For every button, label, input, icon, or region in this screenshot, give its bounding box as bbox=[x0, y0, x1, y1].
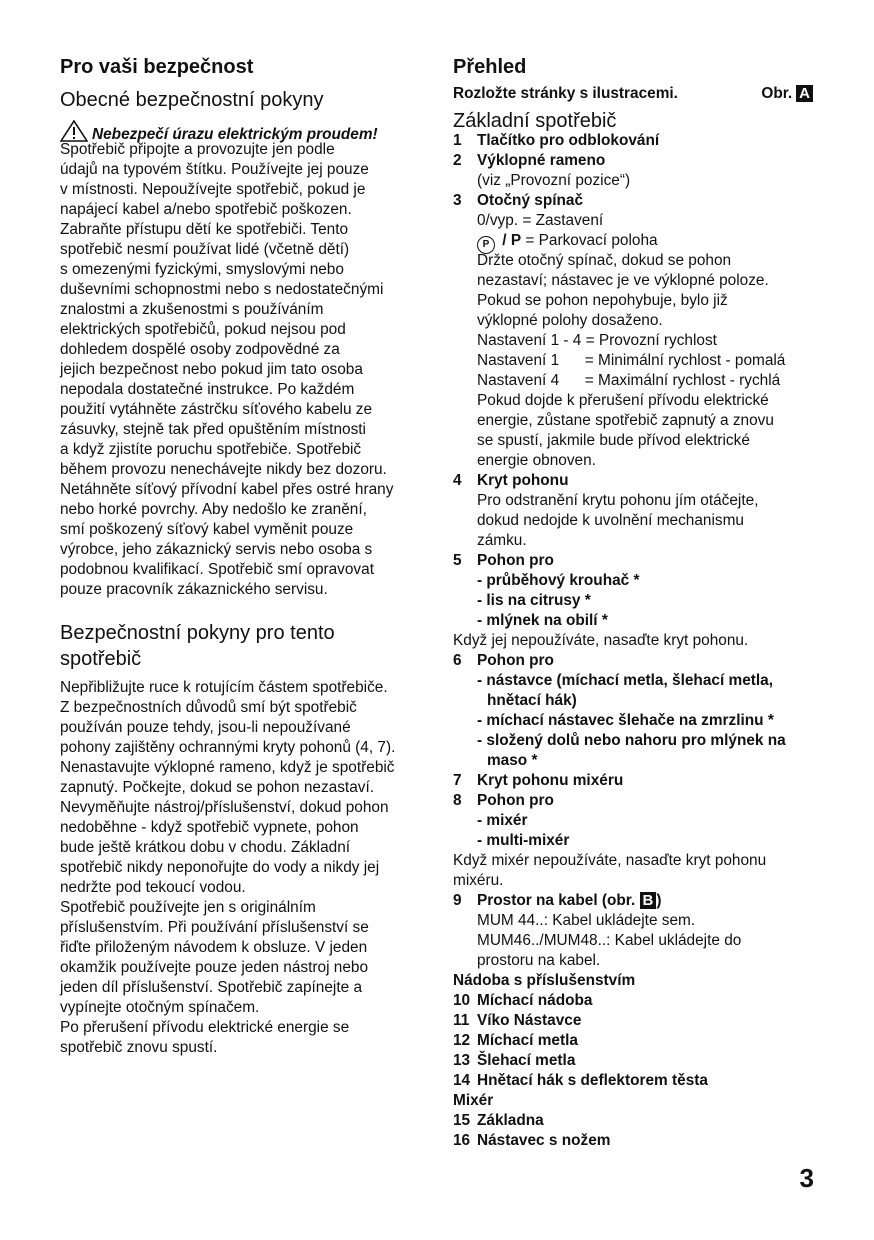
text-line: jeden díl příslušenství. Spotřebič zapínejte a bbox=[60, 979, 363, 996]
unfold-note bbox=[453, 84, 823, 104]
item-text: Otočný spínač bbox=[477, 192, 584, 209]
general-safety-text bbox=[60, 140, 440, 600]
appliance-safety-title bbox=[60, 620, 440, 672]
item-text-after: ) bbox=[656, 892, 662, 909]
text-line: nepodala dostatečné instrukce. Po každém bbox=[60, 381, 355, 398]
text-line: pouze pracovník zákaznického servisu. bbox=[60, 581, 328, 598]
list-line bbox=[453, 391, 823, 411]
item-text: Tlačítko pro odblokování bbox=[477, 132, 660, 149]
unfold-text: Rozložte stránky s ilustracemi. bbox=[453, 85, 678, 102]
figure-ref bbox=[761, 84, 813, 104]
item-number: 14 bbox=[453, 1072, 471, 1089]
item-text: Když jej nepoužíváte, nasaďte kryt pohonu. bbox=[453, 632, 749, 649]
figure-badge-a: A bbox=[796, 85, 813, 102]
figure-label: Obr. bbox=[761, 85, 793, 102]
list-line bbox=[453, 531, 823, 551]
overview-title: Přehled bbox=[453, 56, 527, 78]
item-number: 16 bbox=[453, 1132, 471, 1149]
text-line: Spotřebič připojte a provozujte jen podle bbox=[60, 141, 335, 158]
warning-icon bbox=[60, 120, 88, 142]
item-text: Když mixér nepoužíváte, nasaďte kryt pohonu bbox=[453, 852, 767, 869]
item-text: hnětací hák) bbox=[487, 692, 577, 709]
item-number: 5 bbox=[453, 552, 462, 569]
list-line bbox=[453, 451, 823, 471]
left-column bbox=[60, 54, 440, 1058]
item-text: Pokud dojde k přerušení přívodu elektrické bbox=[477, 392, 769, 409]
text-line: elektrických spotřebičů, pokud nejsou pod bbox=[60, 321, 346, 338]
list-line bbox=[453, 351, 823, 371]
item-text: energie, zůstane spotřebič zapnutý a znovu bbox=[477, 412, 774, 429]
text-line: během provozu nenechávejte nikdy bez dozoru. bbox=[60, 461, 387, 478]
text-line: znalostmi a zkušenostmi s používáním bbox=[60, 301, 324, 318]
list-line bbox=[453, 431, 823, 451]
list-item bbox=[453, 551, 823, 571]
text-line: Po přerušení přívodu elektrické energie se bbox=[60, 1019, 350, 1036]
item-text: Pohon pro bbox=[477, 552, 554, 569]
item-number: 9 bbox=[453, 892, 462, 909]
text-line: smí poškozený síťový kabel vyměnit pouze bbox=[60, 521, 354, 538]
item-number: 8 bbox=[453, 792, 462, 809]
text-line: spotřebič nesmí používat lidé (včetně dětí) bbox=[60, 241, 350, 258]
warning-line bbox=[60, 120, 440, 143]
list-item bbox=[453, 471, 823, 491]
list-item bbox=[453, 891, 823, 911]
item-text: maso * bbox=[487, 752, 538, 769]
warning-text: Nebezpečí úrazu elektrickým proudem! bbox=[92, 126, 378, 143]
item-number: 13 bbox=[453, 1052, 471, 1069]
subtitle-line: Bezpečnostní pokyny pro tento bbox=[60, 622, 335, 644]
text-line: okamžik používejte pouze jeden nástroj nebo bbox=[60, 959, 369, 976]
item-text: Pokud se pohon nepohybuje, bylo již bbox=[477, 292, 728, 309]
item-text: zámku. bbox=[477, 532, 527, 549]
item-text: energie obnoven. bbox=[477, 452, 596, 469]
list-line bbox=[453, 691, 823, 711]
text-line: v místnosti. Nepoužívejte spotřebič, pokud je bbox=[60, 181, 366, 198]
list-line bbox=[453, 311, 823, 331]
item-text: - mlýnek na obilí * bbox=[477, 612, 608, 629]
list-item bbox=[453, 991, 823, 1011]
section-subtitle: Obecné bezpečnostní pokyny bbox=[60, 89, 324, 111]
text-line: jejich bezpečnost nebo pokud jim tato osoba bbox=[60, 361, 363, 378]
text-line: nedoběhne - když spotřebič vypnete, pohon bbox=[60, 819, 359, 836]
list-item bbox=[453, 1031, 823, 1051]
list-item bbox=[453, 791, 823, 811]
item-text: - lis na citrusy * bbox=[477, 592, 591, 609]
list-line bbox=[453, 251, 823, 271]
text-line: s omezenými fyzickými, smyslovými nebo bbox=[60, 261, 344, 278]
park-symbol: / P bbox=[498, 232, 522, 249]
list-item bbox=[453, 651, 823, 671]
appliance-safety-text bbox=[60, 678, 440, 1058]
list-item bbox=[453, 151, 823, 171]
list-line bbox=[453, 211, 823, 231]
text-line: příslušenstvím. Při používání příslušenství se bbox=[60, 919, 369, 936]
park-text: = Parkovací poloha bbox=[521, 232, 658, 249]
text-line: zásuvky, stejně tak před opuštěním místnosti bbox=[60, 421, 366, 438]
list-line bbox=[453, 271, 823, 291]
list-line bbox=[453, 331, 823, 351]
item-number: 1 bbox=[453, 132, 462, 149]
text-line: Netáhněte síťový přívodní kabel přes ostré hrany bbox=[60, 481, 394, 498]
item-number: 7 bbox=[453, 772, 462, 789]
list-item bbox=[453, 1131, 823, 1151]
item-text: - průběhový krouhač * bbox=[477, 572, 640, 589]
list-line bbox=[453, 611, 823, 631]
item-text: Šlehací metla bbox=[477, 1052, 576, 1069]
item-text: Nastavení 1 - 4 = Provozní rychlost bbox=[477, 332, 717, 349]
list-line bbox=[453, 291, 823, 311]
item-text: MUM 44..: Kabel ukládejte sem. bbox=[477, 912, 696, 929]
item-text: - míchací nástavec šlehače na zmrzlinu * bbox=[477, 712, 774, 729]
item-number: 2 bbox=[453, 152, 462, 169]
item-text: Nastavení 4 = Maximální rychlost - rychlá bbox=[477, 372, 781, 389]
item-text: - nástavce (míchací metla, šlehací metla, bbox=[477, 672, 773, 689]
item-text: výklopné polohy dosaženo. bbox=[477, 312, 663, 329]
list-item bbox=[453, 1111, 823, 1131]
list-line bbox=[453, 851, 823, 871]
list-line bbox=[453, 411, 823, 431]
parts-list bbox=[453, 131, 823, 1151]
item-text: Kryt pohonu bbox=[477, 472, 569, 489]
item-text: Nastavení 1 = Minimální rychlost - pomalá bbox=[477, 352, 786, 369]
list-line bbox=[453, 751, 823, 771]
item-number: 4 bbox=[453, 472, 462, 489]
item-text: Nádoba s příslušenstvím bbox=[453, 972, 636, 989]
item-text: - mixér bbox=[477, 812, 528, 829]
item-text: prostoru na kabel. bbox=[477, 952, 601, 969]
list-item bbox=[453, 1071, 823, 1091]
text-line: a když zjistíte poruchu spotřebiče. Spotřebič bbox=[60, 441, 362, 458]
item-text: mixéru. bbox=[453, 872, 504, 889]
text-line: Z bezpečnostních důvodů smí být spotřebič bbox=[60, 699, 357, 716]
item-number: 3 bbox=[453, 192, 462, 209]
text-line: pohony zajištěny ochrannými kryty pohonů (4, 7). bbox=[60, 739, 396, 756]
list-line bbox=[453, 491, 823, 511]
text-line: dohledem dospělé osoby zodpovědné za bbox=[60, 341, 340, 358]
item-text: (viz „Provozní pozice“) bbox=[477, 172, 631, 189]
text-line: napájecí kabel a/nebo spotřebič poškozen. bbox=[60, 201, 352, 218]
item-text: Víko Nástavce bbox=[477, 1012, 582, 1029]
text-line: zapnutý. Počkejte, dokud se pohon nezastaví. bbox=[60, 779, 375, 796]
text-line: Nepřibližujte ruce k rotujícím částem spotřebiče. bbox=[60, 679, 388, 696]
item-number: 10 bbox=[453, 992, 471, 1009]
item-text: Nástavec s nožem bbox=[477, 1132, 611, 1149]
item-text: Základna bbox=[477, 1112, 544, 1129]
figure-badge-b: B bbox=[640, 892, 657, 909]
item-text: Výklopné rameno bbox=[477, 152, 606, 169]
item-text: nezastaví; nástavec je ve výklopné poloze. bbox=[477, 272, 769, 289]
list-line bbox=[453, 571, 823, 591]
right-column bbox=[453, 54, 823, 1151]
list-line bbox=[453, 811, 823, 831]
text-line: duševními schopnostmi nebo s nedostatečnými bbox=[60, 281, 384, 298]
item-text: Kryt pohonu mixéru bbox=[477, 772, 624, 789]
list-item bbox=[453, 771, 823, 791]
parking-position-icon: P bbox=[477, 236, 495, 254]
item-text: MUM46../MUM48..: Kabel ukládejte do bbox=[477, 932, 742, 949]
section-title: Pro vaši bezpečnost bbox=[60, 56, 254, 78]
text-line: vypínejte otočným spínačem. bbox=[60, 999, 260, 1016]
item-text: - multi-mixér bbox=[477, 832, 570, 849]
text-line: Nenastavujte výklopné rameno, když je spotřebič bbox=[60, 759, 395, 776]
item-text: - složený dolů nebo nahoru pro mlýnek na bbox=[477, 732, 786, 749]
item-text: Mixér bbox=[453, 1092, 494, 1109]
text-line: řiďte přiloženým návodem k obsluze. V jeden bbox=[60, 939, 368, 956]
list-line bbox=[453, 831, 823, 851]
list-line bbox=[453, 911, 823, 931]
item-text: Pro odstranění krytu pohonu jím otáčejte, bbox=[477, 492, 759, 509]
list-line bbox=[453, 371, 823, 391]
item-text: dokud nedojde k uvolnění mechanismu bbox=[477, 512, 744, 529]
list-item bbox=[453, 191, 823, 211]
text-line: Zabraňte přístupu dětí ke spotřebiči. Tento bbox=[60, 221, 349, 238]
item-number: 6 bbox=[453, 652, 462, 669]
text-line: podobnou kvalifikací. Spotřebič smí opravovat bbox=[60, 561, 374, 578]
list-item bbox=[453, 131, 823, 151]
item-number: 12 bbox=[453, 1032, 471, 1049]
item-text: 0/vyp. = Zastavení bbox=[477, 212, 604, 229]
list-item bbox=[453, 1051, 823, 1071]
text-line: Spotřebič používejte jen s originálním bbox=[60, 899, 316, 916]
text-line: Nevyměňujte nástroj/příslušenství, dokud pohon bbox=[60, 799, 389, 816]
item-number: 15 bbox=[453, 1112, 471, 1129]
list-line bbox=[453, 731, 823, 751]
item-text: Hnětací hák s deflektorem těsta bbox=[477, 1072, 708, 1089]
item-text: Míchací nádoba bbox=[477, 992, 593, 1009]
item-text: se spustí, jakmile bude přívod elektrické bbox=[477, 432, 750, 449]
item-text: Pohon pro bbox=[477, 792, 554, 809]
list-line bbox=[453, 871, 823, 891]
item-text: Prostor na kabel (obr. bbox=[477, 892, 640, 909]
list-line bbox=[453, 931, 823, 951]
basic-appliance-title: Základní spotřebič bbox=[453, 110, 617, 132]
subtitle-line: spotřebič bbox=[60, 648, 142, 670]
list-line bbox=[453, 971, 823, 991]
page-number: 3 bbox=[799, 1163, 814, 1193]
item-text: Držte otočný spínač, dokud se pohon bbox=[477, 252, 732, 269]
list-line bbox=[453, 1091, 823, 1111]
list-line bbox=[453, 951, 823, 971]
text-line: spotřebič znovu spustí. bbox=[60, 1039, 218, 1056]
list-line bbox=[453, 591, 823, 611]
item-text: Pohon pro bbox=[477, 652, 554, 669]
text-line: nebo horké povrchy. Aby nedošlo ke zranění, bbox=[60, 501, 367, 518]
text-line: používán pouze tehdy, jsou-li nepoužívané bbox=[60, 719, 351, 736]
text-line: výrobce, jeho zákaznický servis nebo osoba s bbox=[60, 541, 373, 558]
list-line bbox=[453, 511, 823, 531]
text-line: nedržte pod tekoucí vodou. bbox=[60, 879, 246, 896]
list-line bbox=[453, 711, 823, 731]
list-item bbox=[453, 1011, 823, 1031]
text-line: údajů na typovém štítku. Používejte jej pouze bbox=[60, 161, 369, 178]
text-line: bude ještě krátkou dobu v chodu. Základní bbox=[60, 839, 351, 856]
item-text: Míchací metla bbox=[477, 1032, 578, 1049]
text-line: použití vytáhněte zástrčku síťového kabelu ze bbox=[60, 401, 373, 418]
list-line bbox=[453, 671, 823, 691]
list-line bbox=[453, 631, 823, 651]
text-line: spotřebič nikdy neponořujte do vody a nikdy jej bbox=[60, 859, 380, 876]
list-line bbox=[453, 231, 823, 251]
item-number: 11 bbox=[453, 1012, 470, 1029]
list-line bbox=[453, 171, 823, 191]
